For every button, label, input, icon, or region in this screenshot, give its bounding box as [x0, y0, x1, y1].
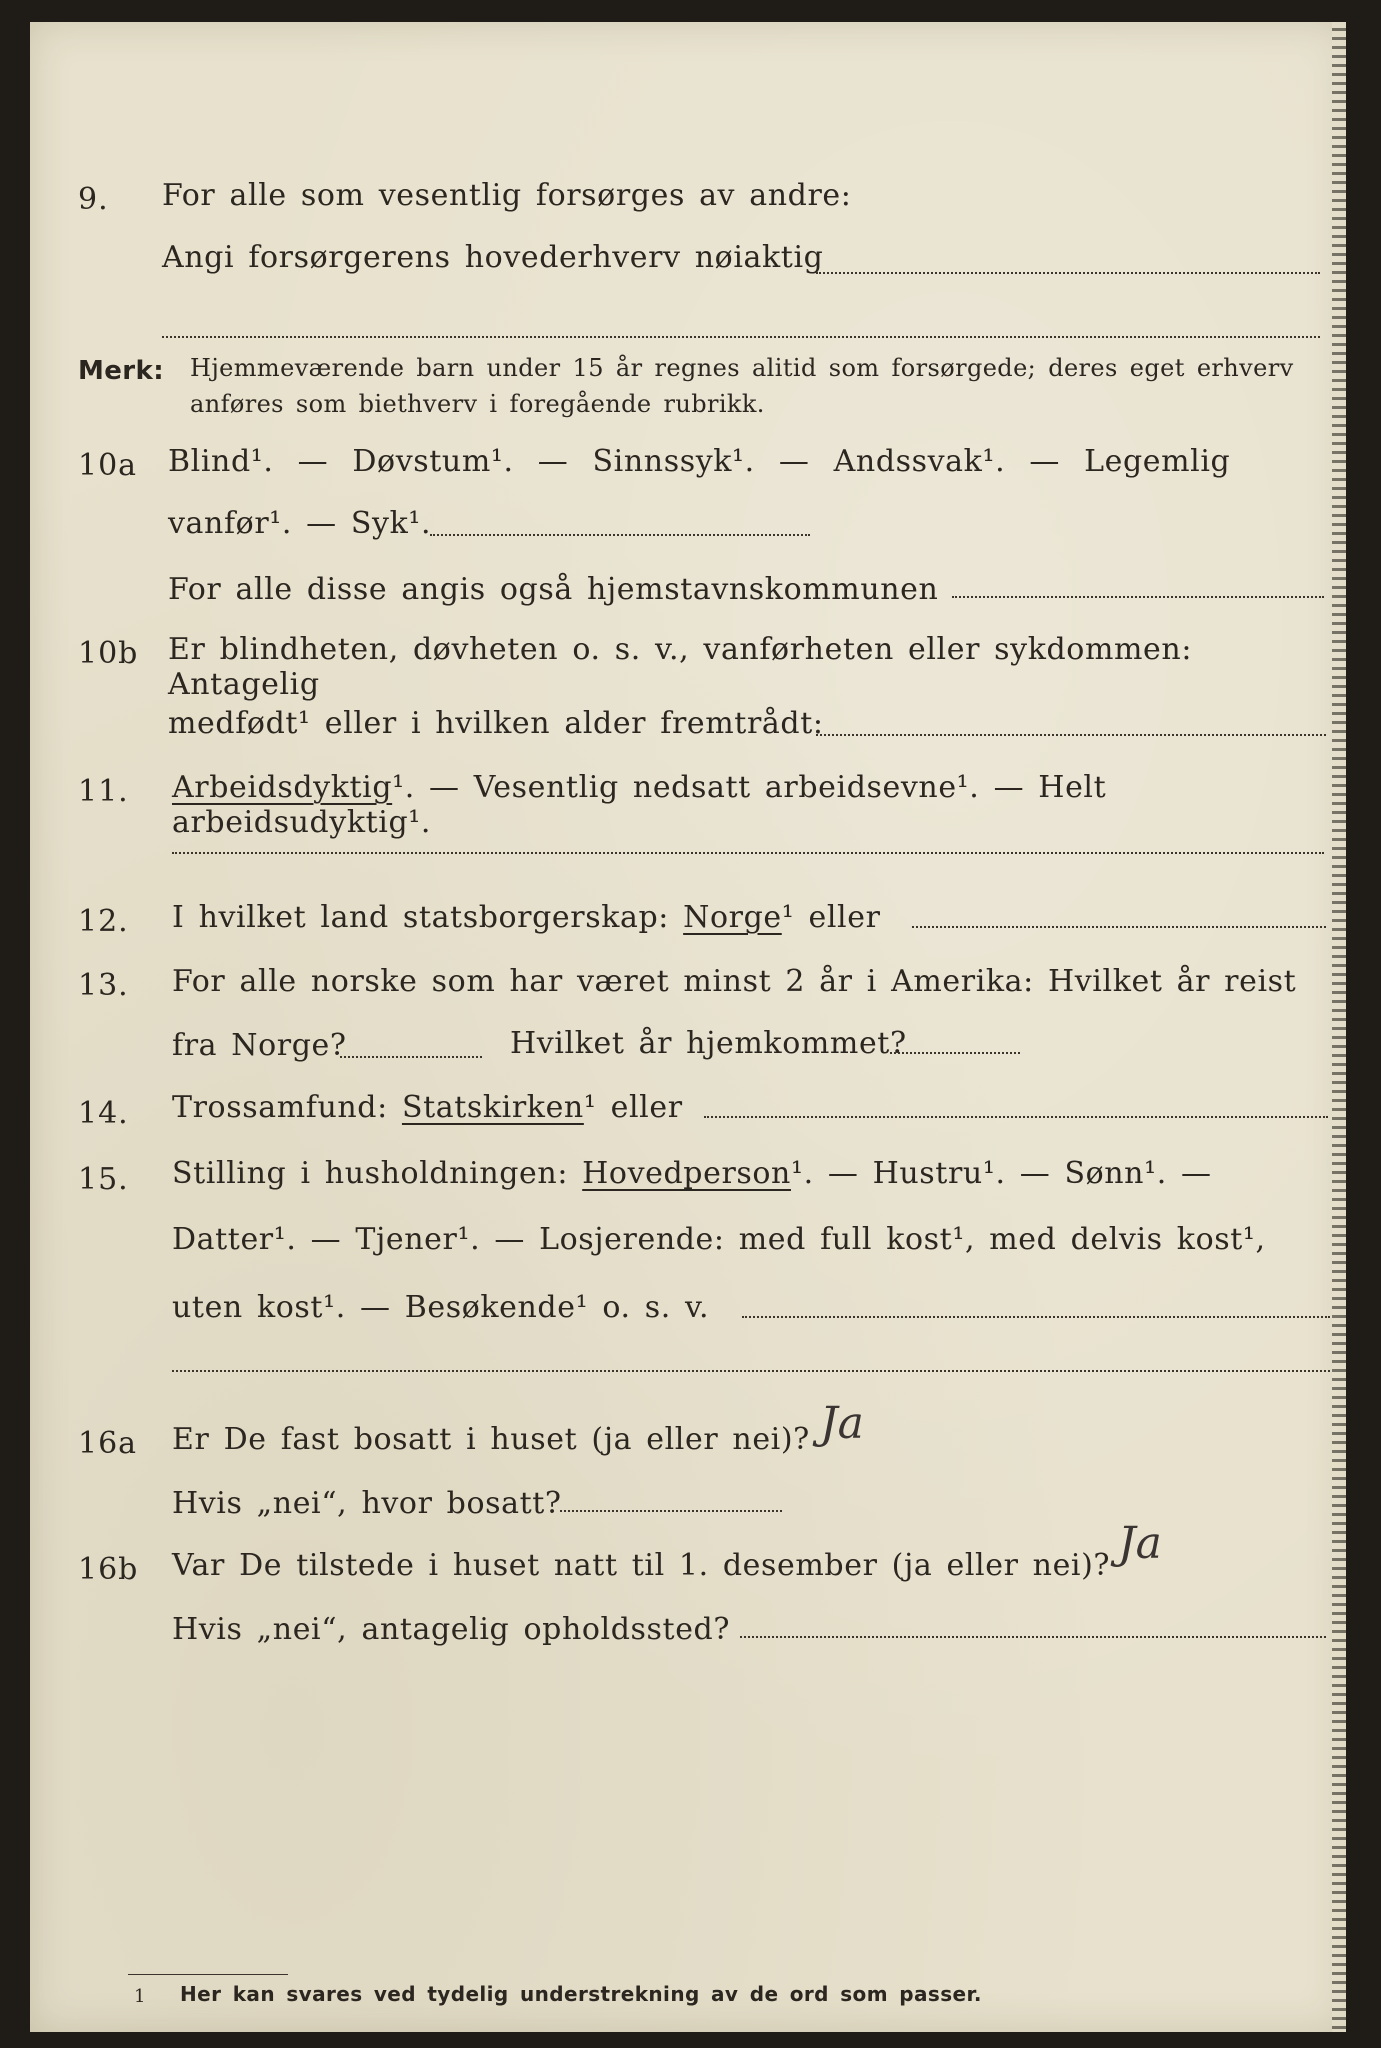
q15-number: 15. [78, 1162, 129, 1197]
q10a-number: 10a [78, 448, 138, 483]
q15-answer-line1[interactable] [742, 1316, 1330, 1318]
merk-text-line1: Hjemmeværende barn under 15 år regnes alitid som forsørgede; deres eget erhverv [190, 354, 1294, 382]
q15-question: Stilling i husholdningen: [172, 1156, 569, 1191]
q16a-number: 16a [78, 1426, 138, 1461]
q15-text-line1 [172, 1156, 1212, 1191]
q10b-text-line1: Er blindheten, døvheten o. s. v., vanførheten eller sykdommen: Antagelig [168, 632, 1193, 702]
q10a-text-line3: For alle disse angis også hjemstavnskommunen [168, 572, 939, 607]
q11-number: 11. [78, 774, 129, 809]
perforated-edge [1332, 22, 1346, 2032]
q16a-answer-line[interactable] [560, 1510, 782, 1512]
q14-number: 14. [78, 1096, 129, 1131]
q16b-handwritten-answer[interactable]: Ja [1118, 1518, 1162, 1569]
q15-option-hovedperson[interactable]: Hovedperson [582, 1156, 791, 1191]
q11-text [172, 770, 1346, 840]
q13-number: 13. [78, 968, 129, 1003]
q12-question: I hvilket land statsborgerskap: [172, 900, 669, 935]
q10b-text-line2: medfødt¹ eller i hvilken alder fremtrådt: [168, 706, 824, 741]
q13-text-line2b: Hvilket år hjemkommet? [510, 1026, 907, 1061]
q9-answer-line2[interactable] [162, 336, 1320, 338]
q10a-answer-line1[interactable] [430, 534, 810, 536]
merk-text-line2: anføres som biethverv i foregående rubrikk. [190, 390, 765, 418]
q13-text-line2a: fra Norge? [172, 1028, 347, 1063]
q12-or: ¹ eller [781, 900, 881, 935]
footnote-text: Her kan svares ved tydelig understrekning av de ord som passer. [180, 1982, 982, 2006]
q15-text-line3: uten kost¹. — Besøkende¹ o. s. v. [172, 1290, 710, 1325]
q10b-answer-line[interactable] [816, 734, 1326, 736]
q12-number: 12. [78, 904, 129, 939]
q10a-text-line1: Blind¹. — Døvstum¹. — Sinnssyk¹. — Andssvak¹. — Legemlig [168, 444, 1231, 479]
q15-answer-line2[interactable] [172, 1370, 1330, 1372]
q13-text-line1: For alle norske som har været minst 2 år i Amerika: Hvilket år reist [172, 964, 1297, 999]
q10a-text-line2: vanfør¹. — Syk¹. [168, 506, 432, 541]
merk-label: Merk: [78, 356, 165, 386]
q9-text-line2: Angi forsørgerens hovederhverv nøiaktig [162, 240, 824, 275]
q16b-text-line2: Hvis „nei“, antagelig opholdssted? [172, 1612, 731, 1647]
q14-or: ¹ eller [583, 1090, 683, 1125]
q11-answer-line[interactable] [172, 852, 1324, 854]
q11-option-arbeidsdyktig[interactable]: Arbeidsdyktig [172, 770, 393, 805]
q16a-text-line1: Er De fast bosatt i huset (ja eller nei)? [172, 1422, 810, 1457]
q9-text-line1: For alle som vesentlig forsørges av andre: [162, 178, 852, 213]
footnote-rule [128, 1974, 288, 1975]
q11-rest: ¹. — Vesentlig nedsatt arbeidsevne¹. — Helt arbeidsudyktig¹. [172, 770, 1107, 840]
q14-answer-line[interactable] [704, 1116, 1328, 1118]
q14-text [172, 1090, 683, 1125]
q9-number: 9. [78, 182, 109, 217]
q13-answer-reist[interactable] [340, 1056, 482, 1058]
q15-options: ¹. — Hustru¹. — Sønn¹. — [790, 1156, 1212, 1191]
q12-answer-line[interactable] [912, 926, 1326, 928]
q16b-number: 16b [78, 1552, 139, 1587]
q13-answer-hjemkommet[interactable] [890, 1052, 1020, 1054]
q15-text-line2: Datter¹. — Tjener¹. — Losjerende: med full kost¹, med delvis kost¹, [172, 1222, 1266, 1257]
footnote-mark: 1 [134, 1986, 146, 2007]
q16b-answer-line[interactable] [740, 1636, 1326, 1638]
q10a-answer-line2[interactable] [952, 596, 1324, 598]
q16b-text-line1: Var De tilstede i huset natt til 1. desember (ja eller nei)? [172, 1548, 1111, 1583]
q14-option-statskirken[interactable]: Statskirken [401, 1090, 584, 1125]
q9-answer-line1[interactable] [816, 272, 1320, 274]
q16a-text-line2: Hvis „nei“, hvor bosatt? [172, 1486, 562, 1521]
q12-option-norge[interactable]: Norge [683, 900, 782, 935]
q12-text [172, 900, 881, 935]
q14-question: Trossamfund: [172, 1090, 388, 1125]
q10b-number: 10b [78, 636, 139, 671]
census-form-page [30, 22, 1346, 2032]
q16a-handwritten-answer[interactable]: Ja [820, 1398, 864, 1449]
